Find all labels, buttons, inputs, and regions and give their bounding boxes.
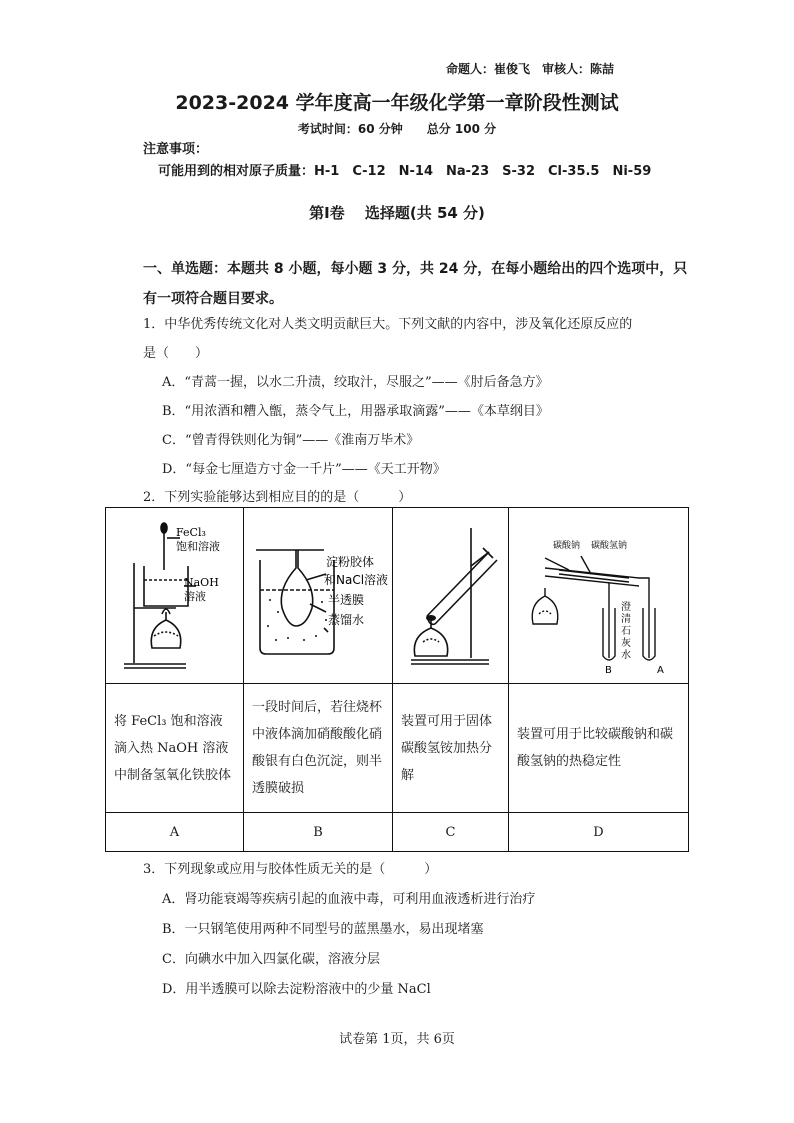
q1-option-a: A．“青蒿一握，以水二升渍，绞取汁，尽服之”——《肘后备急方》 — [162, 375, 549, 390]
figure-d-label-1: 碳酸钠 — [553, 541, 581, 551]
q3-option-d: D．用半透膜可以除去淀粉溶液中的少量 NaCl — [162, 982, 431, 997]
figure-b-label-3: 半透膜 — [328, 593, 365, 607]
exam-info: 考试时间：60 分钟 总分 100 分 — [297, 122, 497, 136]
atomic-masses: 可能用到的相对原子质量：H-1 C-12 N-14 Na-23 S-32 Cl-35.5 Ni-59 — [158, 164, 652, 179]
figure-b-cell — [244, 508, 393, 684]
letter-d: D — [509, 813, 689, 852]
q3-option-a: A．肾功能衰竭等疾病引起的血液中毒，可利用血液透析进行治疗 — [162, 892, 536, 907]
q1-stem-line-2: 是（ ） — [143, 346, 209, 361]
figure-d-label-2: 碳酸氢钠 — [591, 541, 628, 551]
page-footer: 试卷第 1页，共 6页 — [339, 1032, 455, 1047]
description-d: 装置可用于比较碳酸钠和碳酸氢钠的热稳定性 — [509, 684, 689, 813]
figure-a-cell — [106, 508, 244, 684]
letter-c: C — [393, 813, 509, 852]
description-b: 一段时间后，若往烧杯中液体滴加硝酸酸化硝酸银有白色沉淀，则半透膜破损 — [244, 684, 393, 813]
exam-title: 2023-2024 学年度高一年级化学第一章阶段性测试 — [175, 92, 619, 114]
q2-experiment-table — [105, 507, 689, 852]
figure-c-apparatus — [393, 508, 509, 683]
figure-d-label-7: 水 — [621, 650, 631, 661]
q3-option-b: B．一只钢笔使用两种不同型号的蓝黑墨水，易出现堵塞 — [162, 922, 484, 937]
figure-d-label-3: 澄 — [621, 602, 631, 613]
q3-stem: 3．下列现象或应用与胶体性质无关的是（ ） — [143, 862, 438, 877]
figure-a-label-1: FeCl₃ — [176, 526, 206, 539]
part-title: 第Ⅰ卷 选择题(共 54 分) — [309, 204, 485, 222]
figure-c-cell — [393, 508, 509, 684]
figure-d-label-a: A — [657, 665, 664, 676]
figure-d-label-b: B — [605, 665, 612, 676]
author-line: 命题人：崔俊飞 审核人：陈喆 — [446, 62, 615, 76]
figure-b-label-4: 蒸馏水 — [328, 613, 365, 627]
letter-b: B — [244, 813, 393, 852]
figure-d-label-5: 石 — [621, 626, 631, 637]
q1-option-c: C．“曾青得铁则化为铜”——《淮南万毕术》 — [162, 433, 420, 448]
figure-b-label-2: 和NaCl溶液 — [324, 573, 389, 587]
figure-a-label-4: 溶液 — [184, 590, 206, 603]
figure-b-label-1: 淀粉胶体 — [326, 555, 375, 569]
q1-option-d: D．“每金七厘造方寸金一千片”——《天工开物》 — [162, 462, 446, 477]
figure-d-label-6: 灰 — [621, 638, 631, 649]
figure-a-label-2: 饱和溶液 — [176, 540, 220, 553]
q2-stem: 2．下列实验能够达到相应目的的是（ ） — [143, 490, 412, 505]
section-line-1: 一、单选题：本题共 8 小题，每小题 3 分，共 24 分，在每小题给出的四个选项中，只 — [143, 261, 688, 277]
figure-b-apparatus — [244, 508, 393, 683]
figure-a-label-3: NaOH — [184, 576, 219, 589]
figure-d-cell — [509, 508, 689, 684]
section-line-2: 有一项符合题目要求。 — [143, 291, 283, 307]
description-c: 装置可用于固体碳酸氢铵加热分解 — [393, 684, 509, 813]
letter-a: A — [106, 813, 244, 852]
description-a: 将 FeCl₃ 饱和溶液滴入热 NaOH 溶液中制备氢氧化铁胶体 — [106, 684, 244, 813]
figure-d-label-4: 清 — [621, 614, 631, 625]
section-instructions — [143, 254, 687, 314]
notes-label: 注意事项： — [143, 142, 209, 157]
figure-a-apparatus — [106, 508, 244, 683]
figure-d-apparatus — [509, 508, 689, 683]
q1-option-b: B．“用浓酒和糟入甑，蒸令气上，用器承取滴露”——《本草纲目》 — [162, 404, 549, 419]
q1-stem-line-1: 1．中华优秀传统文化对人类文明贡献巨大。下列文献的内容中，涉及氧化还原反应的 — [143, 317, 633, 332]
q3-option-c: C．向碘水中加入四氯化碳，溶液分层 — [162, 952, 380, 967]
